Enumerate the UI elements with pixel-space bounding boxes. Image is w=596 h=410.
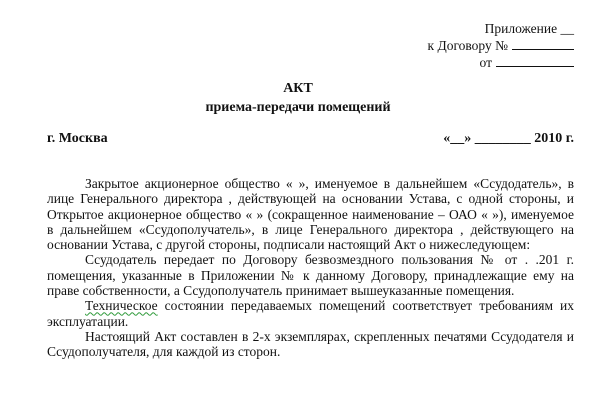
document-body [47, 176, 574, 360]
paragraph-transfer: Ссудодатель передает по Договору безвозмездного пользования № от . .201 г. помещения, указанные в Приложении № к данному Договору, принадлежащие ему на праве собственности, а Ссудополучатель принимает вышеуказанные помещения. [47, 252, 574, 299]
appendix-number: Приложение __ [484, 21, 574, 36]
paragraph-parties: Закрытое акционерное общество « », именуемое в дальнейшем «Ссудодатель», в лице Генерального директора , действующей на основании Устава, с одной стороны, и Открытое акционерное общество « » (сокращенное наименование – ОАО « »), именуемое в дальнейшем «Ссудополучатель», в лице Генерального директора , действующего на основании Устава, с другой стороны, подписали настоящий Акт о нижеследующем: [47, 176, 574, 253]
city: г. Москва [47, 131, 108, 146]
appendix-contract-number: к Договору № [428, 37, 574, 54]
contract-date-blank [496, 54, 574, 67]
paragraph-copies: Настоящий Акт составлен в 2-х экземплярах, скрепленных печатями Ссудодателя и Ссудополучателя, для каждой из сторон. [47, 328, 574, 360]
document-title: АКТ [283, 81, 313, 96]
spellcheck-flagged-word: Техническое [85, 298, 158, 314]
document-subtitle: приема-передачи помещений [205, 100, 391, 115]
appendix-contract-date: от [428, 54, 574, 71]
paragraph-condition: Техническое состоянии передаваемых помещений соответствует требованиям их эксплуатации. [47, 298, 574, 329]
contract-number-blank [512, 37, 574, 50]
city-date-line [47, 131, 574, 147]
act-date: «__» ________ 2010 г. [443, 131, 574, 146]
appendix-block [428, 20, 574, 71]
